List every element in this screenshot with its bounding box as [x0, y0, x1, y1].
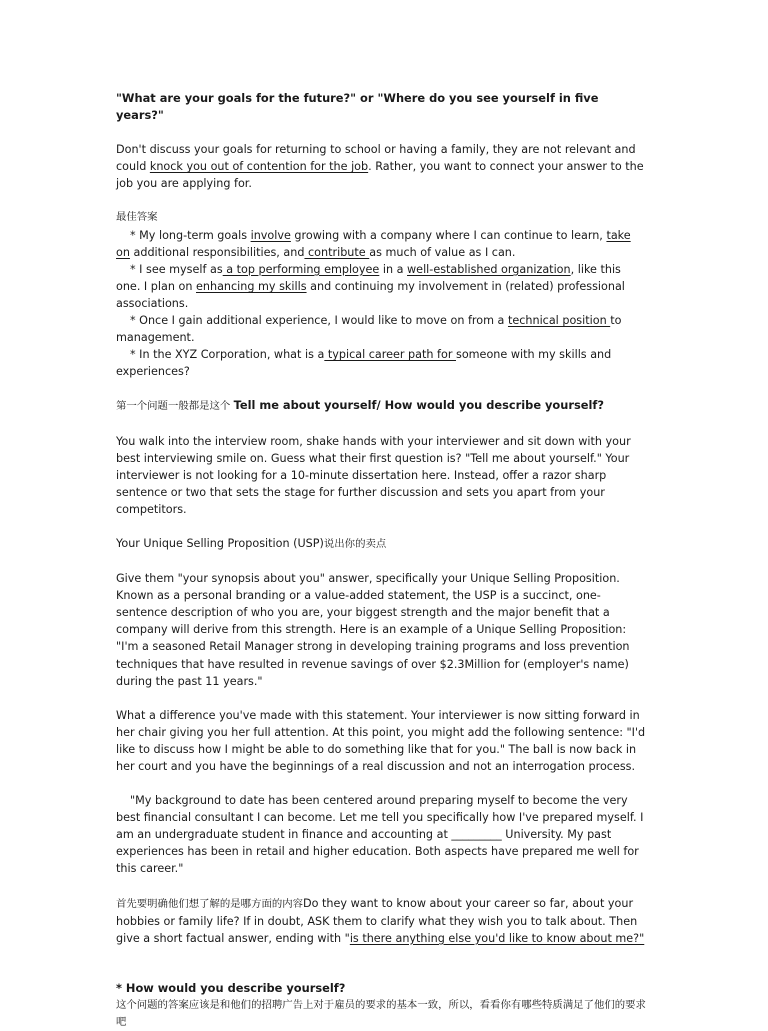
technical-position-link[interactable]: technical position	[507, 314, 611, 328]
usp-label-line	[116, 535, 648, 553]
well-established-organization-link[interactable]: well-established organization	[407, 262, 571, 276]
q1-intro-text-b: . Rather, you want to connect your answer to the job you are applying for.	[116, 160, 644, 191]
q3-heading: * How would you describe yourself?	[116, 980, 346, 995]
q1-heading: "What are your goals for the future?" or "Where do you see yourself in five years?"	[116, 91, 599, 123]
q1-intro-link[interactable]: knock you out of contention for the job	[149, 160, 369, 174]
take-on-link[interactable]: take on	[116, 228, 631, 259]
q1-intro-paragraph	[116, 141, 648, 192]
document-page	[116, 90, 648, 1031]
usp-cn-label: 说出你的卖点	[323, 537, 387, 550]
typical-career-path-link[interactable]: typical career path for	[324, 348, 456, 362]
answer-bullet-3: * Once I gain additional experience, I would like to move on from a technical position to management.	[116, 314, 622, 345]
q2-paragraph-2: Give them "your synopsis about you" answer, specifically your Unique Selling Proposition. Known as a personal branding or a value-added statement, the USP is a succinct, one-sentence description of who you are, your biggest strength and the major benefit that a company will derive from this strength. Here is an example of a Unique Selling Proposition: "I'm a seasoned Retail Manager strong in developing training programs and loss prevention techniques that have resulted in revenue savings of over $2.3Million for (employer's name) during the past 11 years."	[116, 572, 630, 688]
q2-cn-prefix: 第一个问题一般都是这个	[116, 400, 234, 413]
answer-bullet-1: * My long-term goals involve growing with a company where I can continue to learn, take on additional responsibilities, and contribute as much of value as I can.	[116, 228, 631, 259]
anything-else-link[interactable]: is there anything else you'd like to know about me?"	[349, 931, 645, 945]
q2-heading-line	[116, 397, 648, 415]
enhancing-my-skills-link[interactable]: enhancing my skills	[196, 279, 307, 293]
q2-para4-cn: 首先要明确他们想了解的是哪方面的内容	[116, 897, 304, 910]
top-performing-employee-link[interactable]: a top performing employee	[222, 262, 380, 276]
q2-heading: Tell me about yourself/ How would you describe yourself?	[233, 398, 604, 413]
contribute-link[interactable]: contribute	[304, 245, 370, 259]
answer-bullet-2: * I see myself as a top performing employee in a well-established organization, like this one. I plan on enhancing my skills and continuing my involvement in (related) professional associations.	[116, 262, 625, 310]
q2-paragraph-4: 首先要明确他们想了解的是哪方面的内容Do they want to know about your career so far, about your hobbies or family life? If in doubt, ASK them to clarify what they wish you to talk about. Then give a short factual answer, ending with "is there anything else you'd like to know about me?"	[116, 896, 645, 945]
answer-bullet-4: * In the XYZ Corporation, what is a typical career path for someone with my skills and experiences?	[116, 348, 612, 379]
sample-answer-quote: "My background to date has been centered around preparing myself to become the very best financial consultant I can become. Let me tell you specifically how I've prepared myself. I am an undergraduate student in finance and accounting at _________ University. My past experiences has been in retail and higher education. Both aspects have prepared me well for this career."	[116, 794, 644, 876]
best-answer-label: 最佳答案	[116, 211, 158, 224]
usp-label: Your Unique Selling Proposition (USP)	[116, 536, 324, 550]
q2-paragraph-1: You walk into the interview room, shake hands with your interviewer and sit down with your best interviewing smile on. Guess what their first question is? "Tell me about yourself." Your interviewer is not looking for a 10-minute dissertation here. Instead, offer a razor sharp sentence or two that sets the stage for further discussion and sets you apart from your competitors.	[116, 434, 631, 516]
q1-intro-text-a: Don't discuss your goals for returning to school or having a family, they are not relevant and could	[116, 143, 636, 174]
q2-paragraph-3: What a difference you've made with this statement. Your interviewer is now sitting forward in her chair giving you her full attention. At this point, you might add the following sentence: "I'd like to discuss how I might be able to do something like that for you." The ball is now back in her court and you have the beginnings of a real discussion and not an interrogation process.	[116, 708, 646, 773]
q3-cn-text: 这个问题的答案应该是和他们的招聘广告上对于雇员的要求的基本一致，所以，看看你有哪些特质满足了他们的要求吧	[116, 998, 646, 1029]
involve-link[interactable]: involve	[250, 228, 291, 242]
